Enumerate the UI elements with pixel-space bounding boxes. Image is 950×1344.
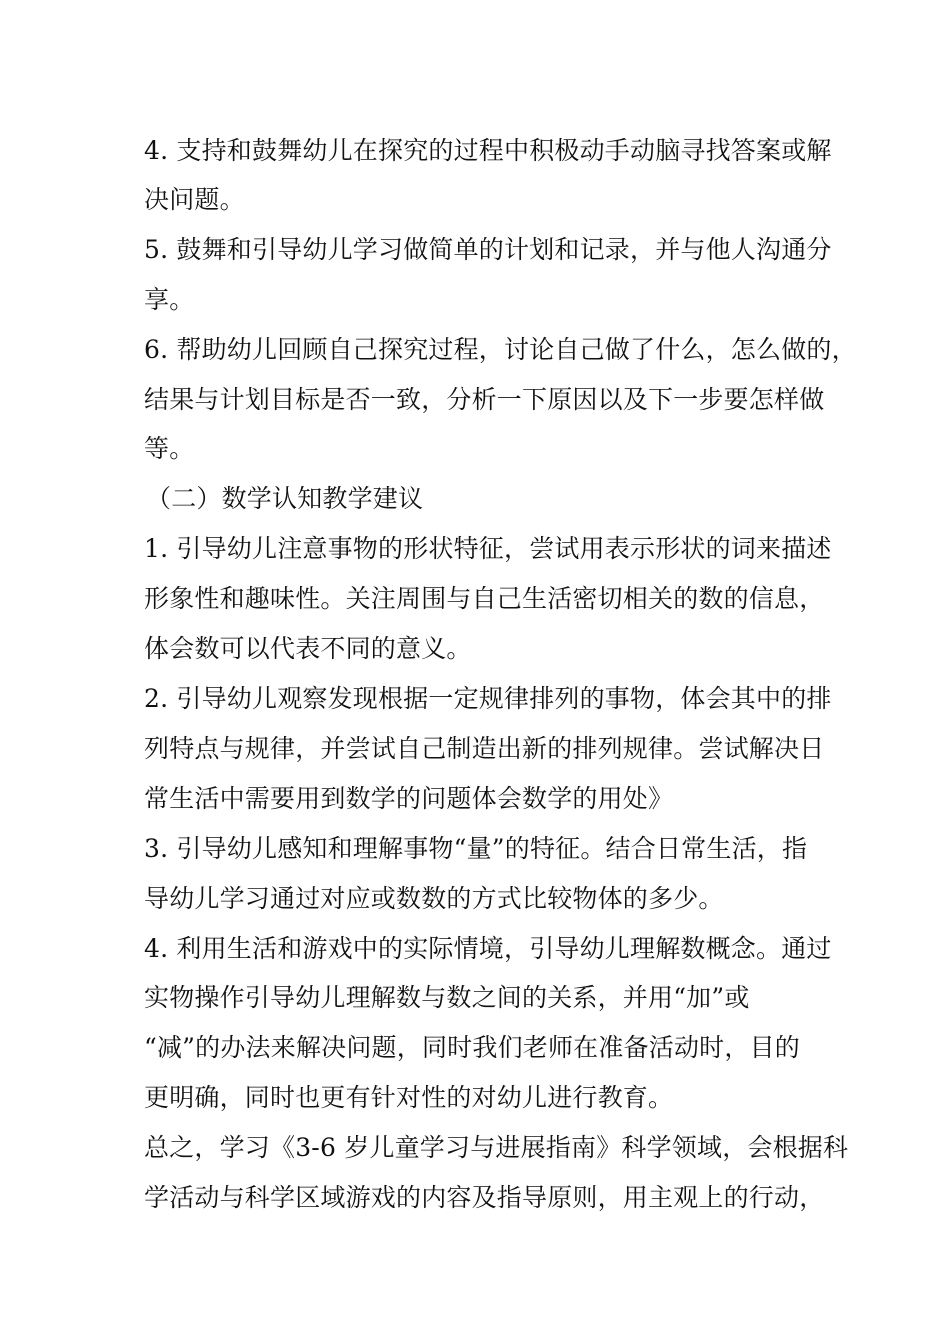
text-line: 等。 — [144, 434, 195, 463]
text-line: 结果与计划目标是否一致，分析一下原因以及下一步要怎样做 — [144, 385, 825, 414]
text-line: 总之，学习《3-6 岁儿童学习与进展指南》科学领域，会根据科 — [144, 1133, 849, 1162]
text-line: 4. 支持和鼓舞幼儿在探究的过程中积极动手动脑寻找答案或解 — [144, 136, 832, 165]
text-line: 更明确，同时也更有针对性的对幼儿进行教育。 — [144, 1083, 674, 1112]
text-line: 导幼儿学习通过对应或数数的方式比较物体的多少。 — [144, 884, 724, 913]
text-line: “减”的办法来解决问题，同时我们老师在准备活动时，目的 — [144, 1033, 800, 1062]
text-line: 享。 — [144, 285, 195, 314]
text-line: 决问题。 — [144, 185, 245, 214]
text-line: 6. 帮助幼儿回顾自己探究过程，讨论自己做了什么，怎么做的， — [144, 335, 857, 364]
text-line: 常生活中需要用到数学的问题体会数学的用处》 — [144, 784, 674, 813]
text-line: 实物操作引导幼儿理解数与数之间的关系，并用“加”或 — [144, 983, 750, 1012]
text-line: 5. 鼓舞和引导幼儿学习做简单的计划和记录，并与他人沟通分 — [144, 235, 832, 264]
text-line: 2. 引导幼儿观察发现根据一定规律排列的事物，体会其中的排 — [144, 684, 832, 713]
text-line: 3. 引导幼儿感知和理解事物“量”的特征。结合日常生活，指 — [144, 834, 808, 863]
section-heading: （二）数学认知教学建议 — [146, 484, 424, 513]
text-line: 体会数可以代表不同的意义。 — [144, 634, 472, 663]
text-line: 1. 引导幼儿注意事物的形状特征，尝试用表示形状的词来描述 — [144, 534, 832, 563]
text-line: 形象性和趣味性。关注周围与自己生活密切相关的数的信息， — [144, 584, 825, 613]
text-line: 4. 利用生活和游戏中的实际情境，引导幼儿理解数概念。通过 — [144, 934, 832, 963]
text-line: 学活动与科学区域游戏的内容及指导原则，用主观上的行动， — [144, 1183, 825, 1212]
text-line: 列特点与规律，并尝试自己制造出新的排列规律。尝试解决日 — [144, 734, 825, 763]
